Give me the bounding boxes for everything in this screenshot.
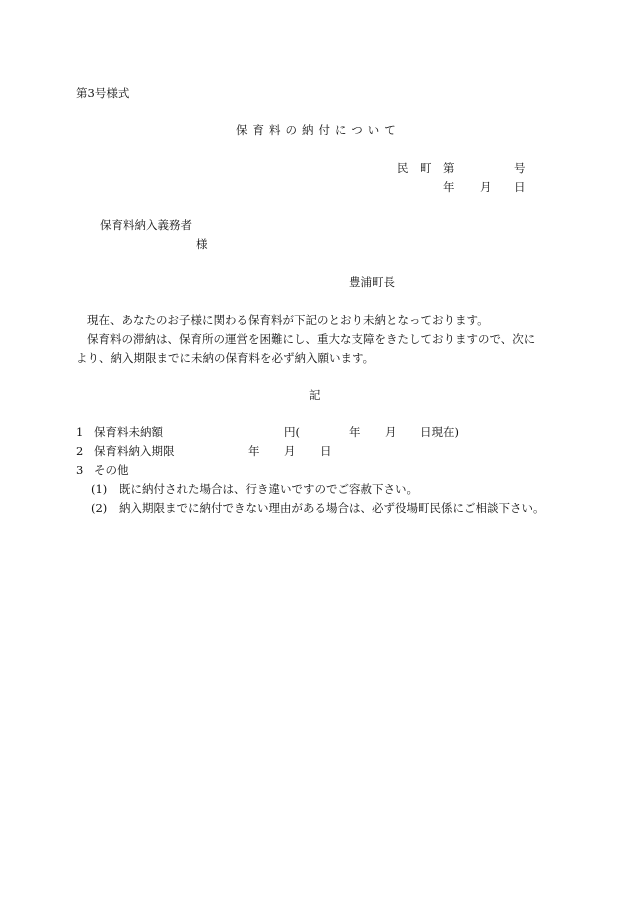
item-3-sub-1-text: 既に納付された場合は、行き違いですのでご容赦下さい。 [119, 482, 418, 496]
body-paragraph-2-line-1: 保育料の滞納は、保育所の運営を困難にし、重大な支障をきたしておりますので、次に [87, 332, 536, 346]
date-day: 日 [514, 180, 526, 194]
doc-number-dai: 第 [443, 161, 455, 175]
item-2-number: 2 [76, 444, 84, 458]
item-2-label: 保育料納入期限 [94, 444, 175, 458]
sender-name: 豊浦町長 [349, 275, 395, 289]
item-3-label: その他 [94, 463, 129, 477]
date-year: 年 [443, 180, 455, 194]
body-paragraph-2-line-2: より、納入期限までに未納の保育料を必ず納入願います。 [76, 351, 375, 365]
body-paragraph-1: 現在、あなたのお子様に関わる保育料が下記のとおり未納となっております。 [87, 313, 489, 327]
item-3-number: 3 [76, 463, 84, 477]
item-1-month: 月 [385, 425, 397, 439]
doc-number-prefix: 民 [397, 161, 409, 175]
addressee-label: 保育料納入義務者 [100, 218, 192, 232]
item-1-day-suffix: 日現在) [420, 425, 459, 439]
item-2-day: 日 [320, 444, 332, 458]
form-number: 第3号様式 [76, 86, 130, 100]
doc-number-town: 町 [420, 161, 432, 175]
item-2-year: 年 [248, 444, 260, 458]
ki-heading: 記 [309, 388, 321, 402]
document-title: 保育料の納付について [236, 123, 401, 137]
addressee-honorific: 様 [196, 237, 208, 251]
item-1-label: 保育料未納額 [94, 425, 163, 439]
item-1-year: 年 [349, 425, 361, 439]
item-2-month: 月 [284, 444, 296, 458]
item-3-sub-1-number: (1) [91, 482, 108, 496]
doc-number-go: 号 [514, 161, 526, 175]
item-1-number: 1 [76, 425, 84, 439]
item-3-sub-2-text: 納入期限までに納付できない理由がある場合は、必ず役場町民係にご相談下さい。 [119, 501, 545, 515]
item-3-sub-2-number: (2) [91, 501, 108, 515]
date-month: 月 [480, 180, 492, 194]
item-1-yen: 円( [284, 425, 300, 439]
